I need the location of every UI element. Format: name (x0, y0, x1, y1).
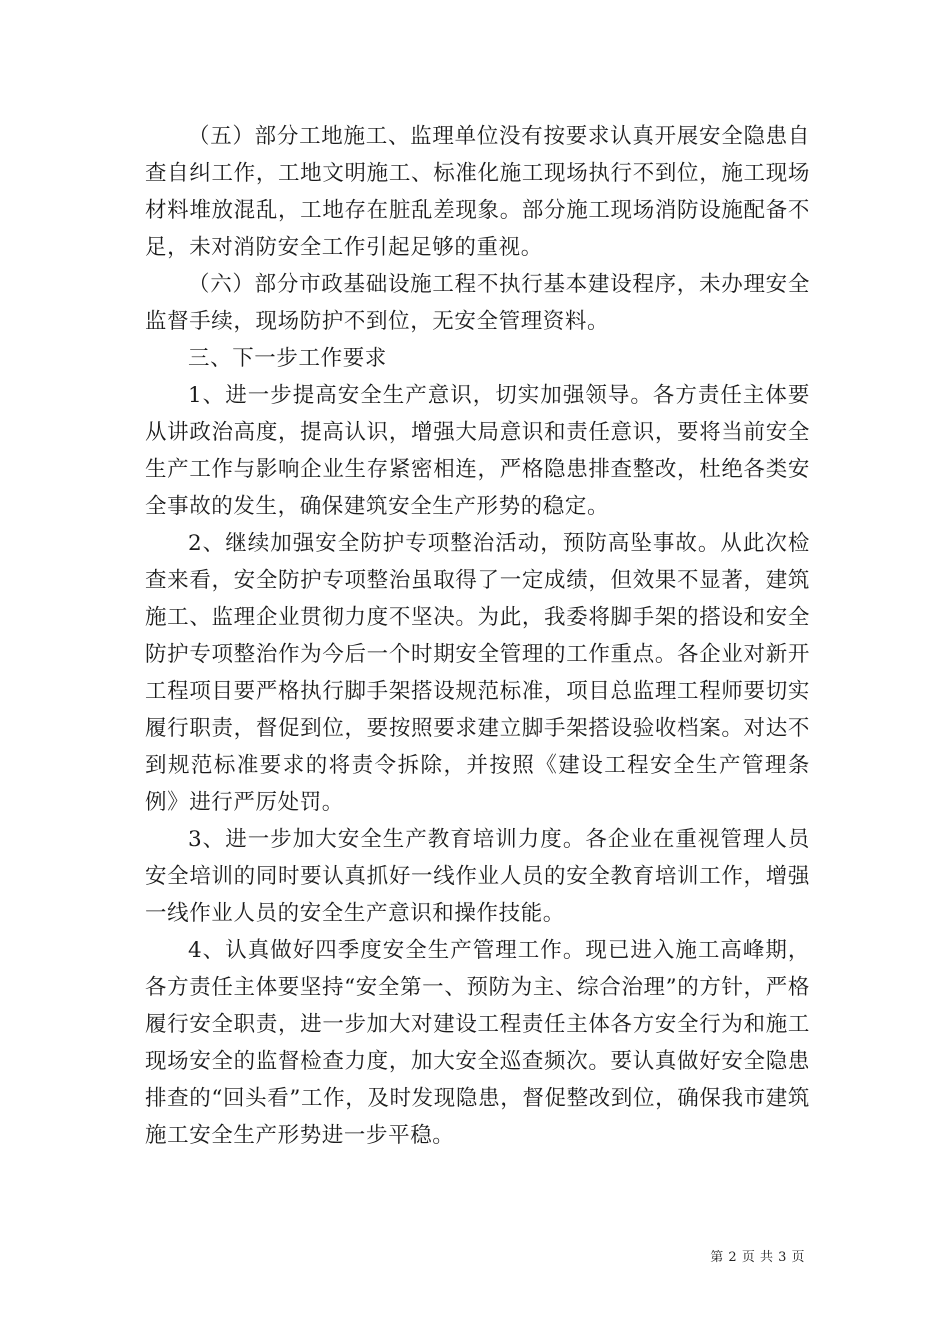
paragraph-requirement-1: 1、进一步提高安全生产意识，切实加强领导。各方责任主体要从讲政治高度，提高认识，增强大局意识和责任意识，要将当前安全生产工作与影响企业生存紧密相连，严格隐患排查整改，杜绝各类安全事故的发生，确保建筑安全生产形势的稳定。 (145, 383, 810, 519)
page-number: 第 2 页 共 3 页 (710, 1250, 805, 1265)
paragraph-item-5: （五）部分工地施工、监理单位没有按要求认真开展安全隐患自查自纠工作，工地文明施工、标准化施工现场执行不到位，施工现场材料堆放混乱，工地存在脏乱差现象。部分施工现场消防设施配备不足，未对消防安全工作引起足够的重视。 (145, 124, 810, 260)
paragraph-requirement-2: 2、继续加强安全防护专项整治活动，预防高坠事故。从此次检查来看，安全防护专项整治虽取得了一定成绩，但效果不显著，建筑施工、监理企业贯彻力度不坚决。为此，我委将脚手架的搭设和安全防护专项整治作为今后一个时期安全管理的工作重点。各企业对新开工程项目要严格执行脚手架搭设规范标准，项目总监理工程师要切实履行职责，督促到位，要按照要求建立脚手架搭设验收档案。对达不到规范标准要求的将责令拆除，并按照《建设工程安全生产管理条例》进行严厉处罚。 (145, 531, 810, 815)
paragraph-requirement-3: 3、进一步加大安全生产教育培训力度。各企业在重视管理人员安全培训的同时要认真抓好一线作业人员的安全教育培训工作，增强一线作业人员的安全生产意识和操作技能。 (145, 827, 810, 926)
paragraph-item-6: （六）部分市政基础设施工程不执行基本建设程序，未办理安全监督手续，现场防护不到位，无安全管理资料。 (145, 272, 810, 334)
paragraph-requirement-4: 4、认真做好四季度安全生产管理工作。现已进入施工高峰期，各方责任主体要坚持“安全第一、预防为主、综合治理”的方针，严格履行安全职责，进一步加大对建设工程责任主体各方安全行为和施工现场安全的监督检查力度，加大安全巡查频次。要认真做好安全隐患排查的“回头看”工作，及时发现隐患，督促整改到位，确保我市建筑施工安全生产形势进一步平稳。 (145, 938, 810, 1148)
document-body (145, 118, 810, 1154)
section-heading-next-steps: 三、下一步工作要求 (188, 346, 387, 371)
